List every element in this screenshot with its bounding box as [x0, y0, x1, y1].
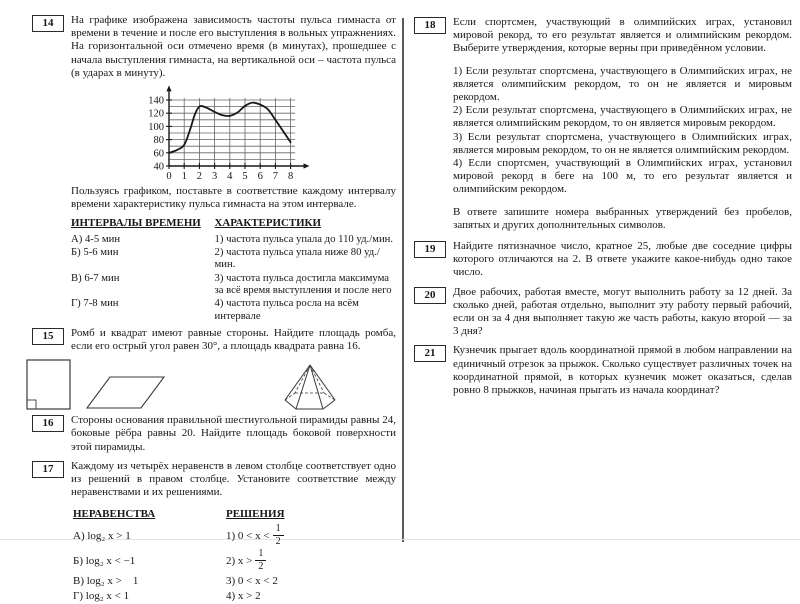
- inequality-b: Б) log₂ x < −1: [73, 555, 136, 568]
- pulse-chart-container: [133, 82, 396, 183]
- inequality-a: А) log₂ x > 1: [73, 530, 131, 543]
- problem-18-footer: В ответе запишите номера выбранных утверждений без пробелов, запятых и других дополнительных символов.: [453, 205, 792, 231]
- problem-18: [414, 16, 792, 232]
- problem-17-number: 17: [32, 461, 64, 478]
- match-row: [71, 246, 396, 272]
- right-column: [414, 16, 792, 397]
- match-row: [73, 549, 285, 574]
- problem-18-number: 18: [414, 17, 446, 34]
- characteristic-2: 2) частота пульса упала ниже 80 уд./мин.: [214, 246, 380, 271]
- match-row: [71, 297, 396, 323]
- problem-21-number: 21: [414, 345, 446, 362]
- svg-text:0: 0: [166, 171, 172, 183]
- fraction: $\frac{1}{2}$: [273, 524, 284, 547]
- statement-2: 2) Если результат спортсмена, участвующего в Олимпийских играх, не является олимпийским рекордом, то он является мировым рекордом.: [453, 104, 792, 130]
- match-row: [73, 524, 285, 549]
- interval-v: В) 6-7 мин: [71, 271, 120, 284]
- problem-19-text: Найдите пятизначное число, кратное 25, любые две соседние цифры которого отличаются на 2. В ответе укажите какое-нибудь одно такое число.: [453, 240, 792, 279]
- svg-text:120: 120: [148, 108, 164, 120]
- interval-g: Г) 7-8 мин: [71, 297, 119, 310]
- problem-16-text: Стороны основания правильной шестиугольной пирамиды равны 24, боковые рёбра равны 20. Найдите площадь боковой поверхности этой пирамиды.: [71, 414, 396, 453]
- svg-text:140: 140: [148, 95, 164, 107]
- svg-text:40: 40: [153, 161, 164, 173]
- inequalities-header: НЕРАВЕНСТВА: [73, 508, 156, 521]
- svg-text:60: 60: [153, 148, 164, 160]
- characteristics-header: ХАРАКТЕРИСТИКИ: [214, 217, 321, 230]
- svg-text:2: 2: [196, 171, 203, 183]
- svg-text:4: 4: [227, 171, 233, 183]
- interval-a: А) 4-5 мин: [71, 232, 121, 245]
- rhombus-figure: [85, 372, 167, 412]
- problem-21: [414, 344, 792, 397]
- square-figure: [25, 358, 73, 412]
- problem-20-number: 20: [414, 287, 446, 304]
- match-row: [71, 233, 396, 246]
- problem-15-text: Ромб и квадрат имеют равные стороны. Найдите площадь ромба, если его острый угол равен 30°, а площадь квадрата равна 16.: [71, 326, 396, 352]
- problem-17: [32, 460, 396, 604]
- match-row: [73, 589, 285, 604]
- problem-16: [32, 414, 396, 454]
- column-divider: [402, 18, 404, 542]
- svg-text:80: 80: [153, 135, 164, 147]
- hexagonal-pyramid-figure: [282, 362, 338, 412]
- problem-15-number: 15: [32, 328, 64, 345]
- statement-1: 1) Если результат спортсмена, участвующего в Олимпийских играх, не является олимпийским рекордом, то он не является и мировым рекордом.: [453, 64, 792, 104]
- problem-14-number: 14: [32, 15, 64, 32]
- inequality-v: В) log₂ x > 1: [73, 575, 139, 588]
- intervals-header: ИНТЕРВАЛЫ ВРЕМЕНИ: [71, 217, 201, 230]
- solutions-header: РЕШЕНИЯ: [226, 508, 285, 521]
- fraction: $\frac{1}{2}$: [255, 549, 266, 572]
- solution-1: 1) 0 < x < $\frac{1}{2}$: [226, 524, 285, 549]
- svg-text:8: 8: [287, 171, 294, 183]
- problem-17-text: Каждому из четырёх неравенств в левом столбце соответствует одно из решений в правом столбце. Установите соответствие между неравенствами и их решениями.: [71, 459, 396, 499]
- problem-20-text: Двое рабочих, работая вместе, могут выполнить работу за 12 дней. За сколько дней, работая отдельно, выполнит эту работу первый рабочий, если он за 4 дня выполняет такую же часть работы, какую второй — за 3 дня?: [453, 285, 792, 338]
- svg-text:1: 1: [181, 171, 187, 183]
- solution-4: 4) x > 2: [226, 590, 261, 603]
- pulse-chart: [133, 82, 311, 183]
- left-column: [32, 14, 396, 604]
- problem-18-text: Если спортсмен, участвующий в олимпийских играх, установил мировой рекорд, то его результат является и олимпийским рекордом. Выберите утверждения, которые верны при приведённом условии.: [453, 16, 792, 55]
- problem-18-statements: [453, 65, 792, 197]
- svg-text:5: 5: [242, 171, 248, 183]
- problem-19: [414, 240, 792, 280]
- match-row: [73, 574, 285, 589]
- solution-3: 3) 0 < x < 2: [226, 575, 278, 588]
- inequality-g: Г) log₂ x < 1: [73, 590, 130, 603]
- svg-text:7: 7: [272, 171, 279, 183]
- solution-2: 2) x > $\frac{1}{2}$: [226, 549, 285, 574]
- problem-19-number: 19: [414, 241, 446, 258]
- problem-16-number: 16: [32, 415, 64, 432]
- statement-3: 3) Если результат спортсмена, участвующего в Олимпийских играх, является мировым рекордом, то он не является олимпийским рекордом.: [453, 130, 792, 156]
- problem-14: [32, 14, 396, 323]
- svg-text:100: 100: [148, 121, 164, 133]
- problem-20: [414, 286, 792, 339]
- svg-text:6: 6: [257, 171, 263, 183]
- problem-17-match-table: [73, 507, 285, 604]
- problem-21-text: Кузнечик прыгает вдоль координатной прямой в любом направлении на единичный отрезок за прыжок. Сколько существует различных точек на координатной прямой, в которых кузнечик может оказаться, сделав ровно 8 прыжков, начиная прыгать из начала координат?: [453, 344, 792, 397]
- characteristic-1: 1) частота пульса упала до 110 уд./мин.: [214, 232, 394, 245]
- interval-b: Б) 5-6 мин: [71, 246, 119, 259]
- geometry-figures: [25, 358, 396, 412]
- statement-4: 4) Если спортсмен, участвующий в Олимпийских играх, установил мировой рекорд в беге на 100 м, то его результат является и олимпийским рекордом.: [453, 157, 792, 196]
- match-row: [71, 272, 396, 298]
- problem-14-match-table: [71, 217, 396, 322]
- characteristic-4: 4) частота пульса росла на всём интервале: [214, 297, 359, 322]
- problem-14-instruction: Пользуясь графиком, поставьте в соответствие каждому интервалу времени характеристику пульса гимнаста на этом интервале.: [71, 185, 396, 211]
- svg-text:3: 3: [211, 171, 218, 183]
- characteristic-3: 3) частота пульса достигла максимума за всё время выступления и после него: [214, 271, 392, 296]
- problem-15: [32, 327, 396, 353]
- problem-14-text: На графике изображена зависимость частоты пульса гимнаста от времени в течение и после его выступления в вольных упражнениях. На горизонтальной оси отмечено время (в минутах), прошедшее с начала выступления гимнаста, на вертикальной оси – частота пульса (в ударах в минуту).: [71, 14, 396, 79]
